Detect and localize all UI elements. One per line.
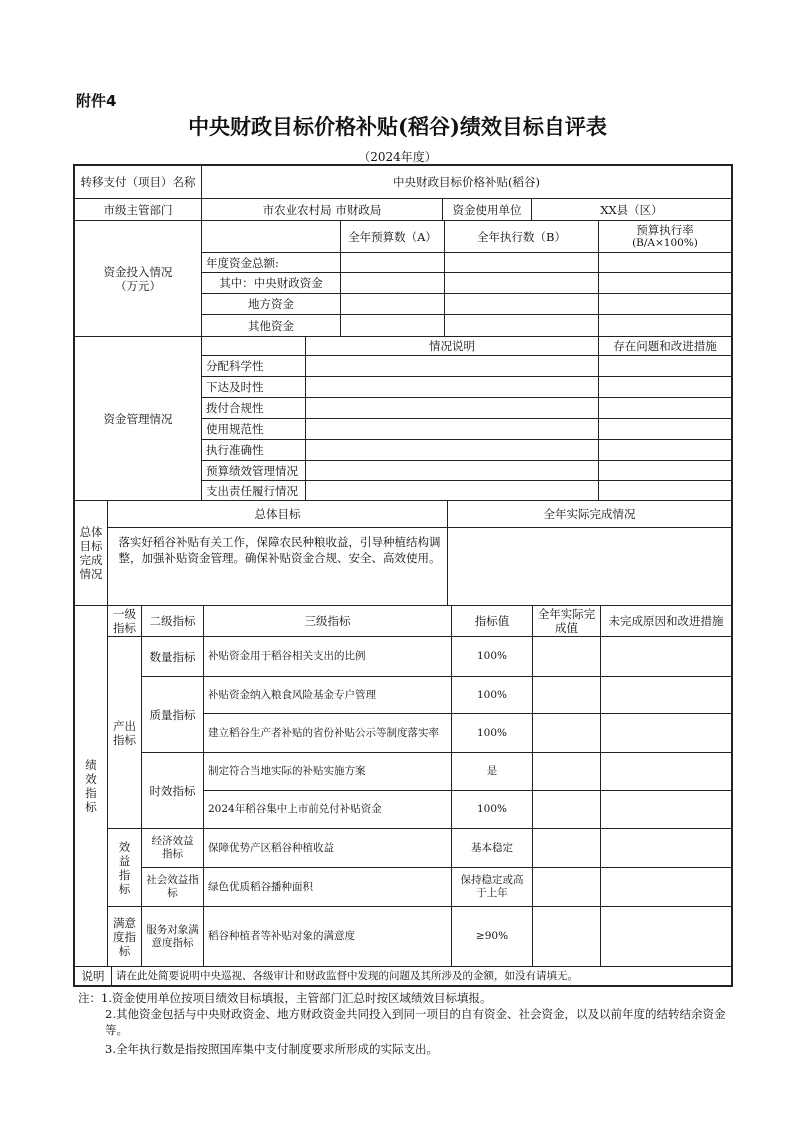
col-reason: 未完成原因和改进措施 bbox=[608, 614, 724, 628]
indicator-row-text: 稻谷种植者等补贴对象的满意度 bbox=[208, 930, 355, 942]
indicator-row-value: 100% bbox=[476, 726, 508, 739]
col-overall-goal: 总体目标 bbox=[254, 507, 301, 521]
attachment-label: 附件4 bbox=[76, 92, 117, 110]
note-3: 3.全年执行数是指按照国库集中支付制度要求所形成的实际支出。 bbox=[105, 1042, 438, 1056]
level2-economic: 经济效益指标 bbox=[151, 835, 194, 860]
note-1: 注：1.资金使用单位按项目绩效目标填报，主管部门汇总时按区域绩效目标填报。 bbox=[78, 991, 492, 1005]
level2-quantity: 数量指标 bbox=[149, 649, 196, 664]
col-level2: 二级指标 bbox=[149, 614, 196, 628]
page-title: 中央财政目标价格补贴(稻谷)绩效目标自评表 bbox=[188, 114, 607, 139]
overall-goal-text: 落实好稻谷补贴有关工作，保障农民种粮收益，引导种植结构调整，加强补贴资金管理。确保补贴资金合规、安全、高效使用。 bbox=[118, 535, 441, 565]
col-situation: 情况说明 bbox=[429, 339, 475, 353]
indicator-row-value: 基本稳定 bbox=[471, 841, 513, 854]
level2-social: 社会效益指标 bbox=[146, 874, 199, 899]
fund-user-value: XX县（区） bbox=[600, 202, 663, 217]
indicator-row-text: 补贴资金用于稻谷相关支出的比例 bbox=[208, 650, 366, 662]
col-exec-rate-label: 预算执行率 bbox=[636, 223, 694, 237]
report-year: （2024年度） bbox=[358, 150, 437, 164]
level2-quality: 质量指标 bbox=[149, 707, 196, 722]
level1-satisfaction: 满意度指标 bbox=[113, 915, 136, 958]
indicator-row-text: 2024年稻谷集中上市前兑付补贴资金 bbox=[208, 803, 382, 815]
invest-row-local: 地方资金 bbox=[248, 297, 294, 311]
level2-timeliness: 时效指标 bbox=[149, 783, 196, 798]
col-actual-value: 全年实际完成值 bbox=[537, 607, 596, 635]
mgmt-row-timeliness: 下达及时性 bbox=[206, 380, 264, 394]
col-exec-rate-formula: (B/A×100%) bbox=[632, 237, 698, 249]
project-name-label: 转移支付（项目）名称 bbox=[80, 175, 196, 189]
indicator-row-text: 补贴资金纳入粮食风险基金专户管理 bbox=[208, 688, 376, 701]
indicator-row-value: 是 bbox=[486, 765, 498, 777]
indicator-row-value: 100% bbox=[476, 688, 508, 701]
note-2: 2.其他资金包括与中央财政资金、地方财政资金共同投入到同一项目的自有资金、社会资金，以及以前年度的结转结余资金等。 bbox=[105, 1007, 726, 1037]
col-executed-b: 全年执行数（B） bbox=[477, 229, 566, 244]
invest-row-other: 其他资金 bbox=[248, 318, 294, 333]
indicator-row-value: 100% bbox=[476, 803, 508, 815]
mgmt-row-allocation: 分配科学性 bbox=[206, 359, 264, 373]
indicator-row-text: 建立稻谷生产者补贴的省份补贴公示等制度落实率 bbox=[208, 726, 439, 739]
mgmt-row-accuracy: 执行准确性 bbox=[206, 443, 264, 457]
mgmt-row-compliance: 拨付合规性 bbox=[206, 401, 264, 415]
level1-benefit: 效益指标 bbox=[118, 839, 131, 896]
indicator-row-value: ≥90% bbox=[475, 930, 509, 942]
col-actual-completion: 全年实际完成情况 bbox=[543, 507, 636, 521]
indicator-row-text: 制定符合当地实际的补贴实施方案 bbox=[208, 765, 366, 777]
supervising-dept-value: 市农业农村局 市财政局 bbox=[262, 202, 382, 217]
indicator-row-value: 100% bbox=[476, 650, 508, 662]
col-target-value: 指标值 bbox=[474, 614, 510, 628]
indicator-row-value: 保持稳定或高于上年 bbox=[460, 874, 524, 899]
overall-goal-label: 总体目标完成情况 bbox=[79, 525, 103, 581]
indicator-row-text: 绿色优质稻谷播种面积 bbox=[208, 880, 313, 893]
remark-label: 说明 bbox=[81, 969, 105, 983]
col-issues: 存在问题和改进措施 bbox=[613, 339, 717, 353]
remark-text: 请在此处简要说明中央巡视、各级审计和财政监督中发现的问题及其所涉及的金额，如没有请填无。 bbox=[116, 969, 578, 982]
level2-service-satisfaction: 服务对象满意度指标 bbox=[146, 923, 199, 949]
mgmt-row-usage: 使用规范性 bbox=[206, 422, 264, 436]
col-budget-a: 全年预算数（A） bbox=[348, 229, 437, 244]
mgmt-row-performance: 预算绩效管理情况 bbox=[206, 463, 298, 478]
level1-output: 产出指标 bbox=[113, 718, 136, 747]
col-level1: 一级指标 bbox=[113, 607, 136, 635]
indicators-label: 绩效指标 bbox=[85, 758, 97, 814]
mgmt-row-responsibility: 支出责任履行情况 bbox=[206, 483, 298, 498]
invest-row-central: 其中：中央财政资金 bbox=[219, 276, 323, 290]
fund-user-label: 资金使用单位 bbox=[452, 202, 522, 217]
supervising-dept-label: 市级主管部门 bbox=[103, 202, 173, 217]
investment-label: 资金投入情况（万元） bbox=[103, 264, 173, 293]
col-level3: 三级指标 bbox=[304, 614, 351, 628]
management-label: 资金管理情况 bbox=[103, 411, 173, 426]
invest-row-total: 年度资金总额: bbox=[206, 255, 279, 270]
project-name-value: 中央财政目标价格补贴(稻谷) bbox=[393, 175, 540, 189]
col-exec-rate bbox=[599, 221, 731, 252]
indicator-row-text: 保障优势产区稻谷种植收益 bbox=[208, 841, 334, 854]
